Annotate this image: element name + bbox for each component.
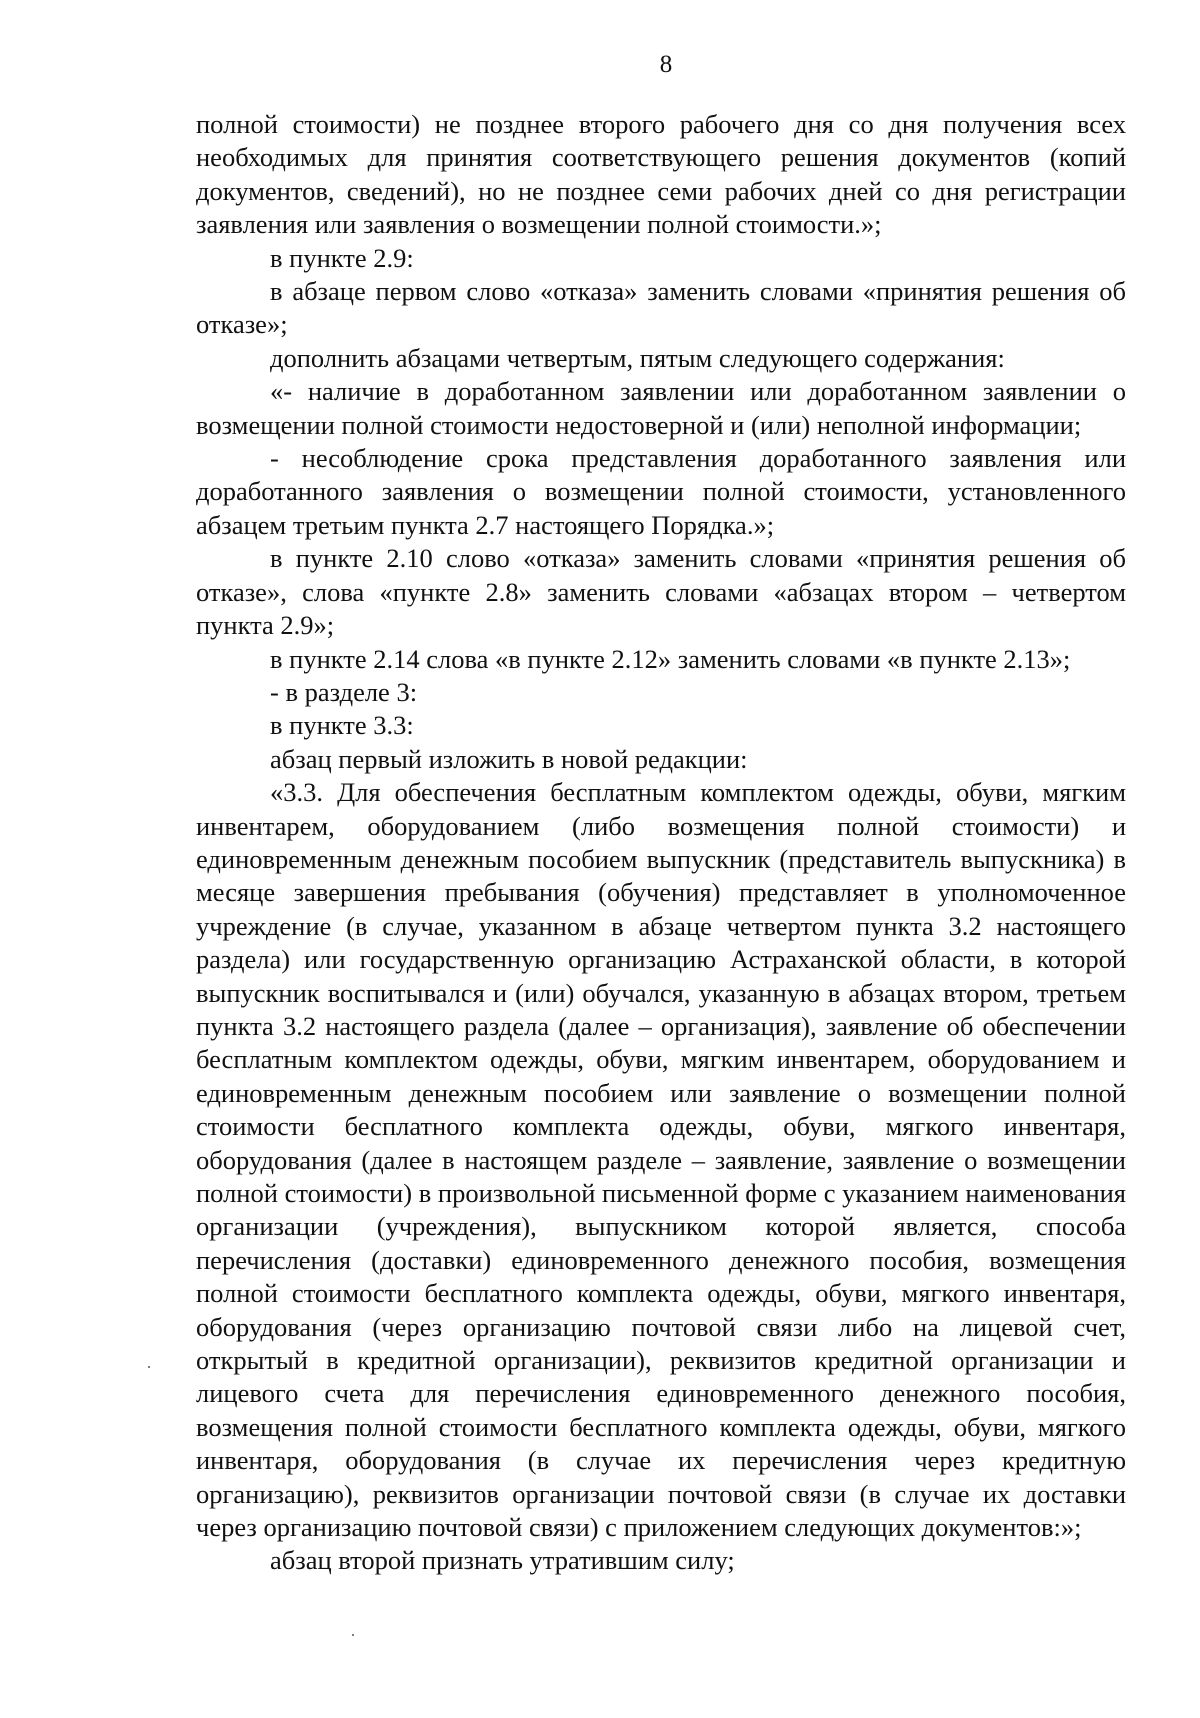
paragraph-add-abzacs: дополнить абзацами четвертым, пятым следующего содержания: [270, 342, 1005, 373]
paragraph-abzac-second-void: абзац второй признать утратившим силу; [270, 1545, 735, 1576]
paragraph-deadline-violation: - несоблюдение срока представления доработанного заявления или доработанного заявления о возмещении полной стоимости, установленного абзацем третьим пункта 2.7 настоящего Порядка.»; [196, 443, 1126, 540]
page-number: 8 [659, 51, 673, 78]
paragraph-new-edition: абзац первый изложить в новой редакции: [270, 743, 748, 774]
paragraph-continuation: полной стоимости) не позднее второго рабочего дня со дня получения всех необходимых для принятия соответствующего решения документов (копий документов, сведений), но не позднее семи рабочих дней со дня регистрации заявления или заявления о возмещении полной стоимости.»; [196, 109, 1126, 240]
paragraph-clause-2-9: в пункте 2.9: [270, 242, 414, 273]
paragraph-clause-3-3-text: «3.3. Для обеспечения бесплатным комплектом одежды, обуви, мягким инвентарем, оборудованием (либо возмещения полной стоимости) и единовременным денежным пособием выпускник (представитель выпускника) в месяце завершения пребывания (обучения) представляет в уполномоченное учреждение (в случае, указанном в абзаце четвертом пункта 3.2 настоящего раздела) или государственную организацию Астраханской области, в которой выпускник воспитывался и (или) обучался, указанную в абзацах втором, третьем пункта 3.2 настоящего раздела (далее – организация), заявление об обеспечении бесплатным комплектом одежды, обуви, мягким инвентарем, оборудованием и единовременным денежным пособием или заявление о возмещении полной стоимости бесплатного комплекта одежды, обуви, мягкого инвентаря, оборудования (далее в настоящем разделе – заявление, заявление о возмещении полной стоимости) в произвольной письменной форме с указанием наименования организации (учреждения), выпускником которой является, способа перечисления (доставки) единовременного денежного пособия, возмещения полной стоимости бесплатного комплекта одежды, обуви, мягкого инвентаря, оборудования (через организацию почтовой связи либо на лицевой счет, открытый в кредитной организации), реквизитов кредитной организации и лицевого счета для перечисления единовременного денежного пособия, возмещения полной стоимости бесплатного комплекта одежды, обуви, мягкого инвентаря, оборудования (в случае их перечисления через кредитную организацию), реквизитов организации почтовой связи (в случае их доставки через организацию почтовой связи) с приложением следующих документов:»; [196, 777, 1126, 1543]
paragraph-clause-3-3: в пункте 3.3: [270, 710, 414, 741]
paragraph-inaccurate-info: «- наличие в доработанном заявлении или доработанном заявлении о возмещении полной стоимости недостоверной и (или) неполной информации; [196, 376, 1126, 440]
paragraph-clause-2-10: в пункте 2.10 слово «отказа» заменить словами «принятия решения об отказе», слова «пункте 2.8» заменить словами «абзацах втором – четвертом пункта 2.9»; [196, 543, 1126, 641]
paragraph-clause-2-14: в пункте 2.14 слова «в пункте 2.12» заменить словами «в пункте 2.13»; [270, 643, 1071, 674]
paragraph-first-abzac-change: в абзаце первом слово «отказа» заменить словами «принятия решения об отказе»; [196, 276, 1126, 340]
paragraph-section-3: - в разделе 3: [270, 676, 418, 707]
scan-speck [148, 1366, 150, 1368]
scan-speck [352, 1634, 354, 1636]
document-body [196, 108, 1126, 1578]
